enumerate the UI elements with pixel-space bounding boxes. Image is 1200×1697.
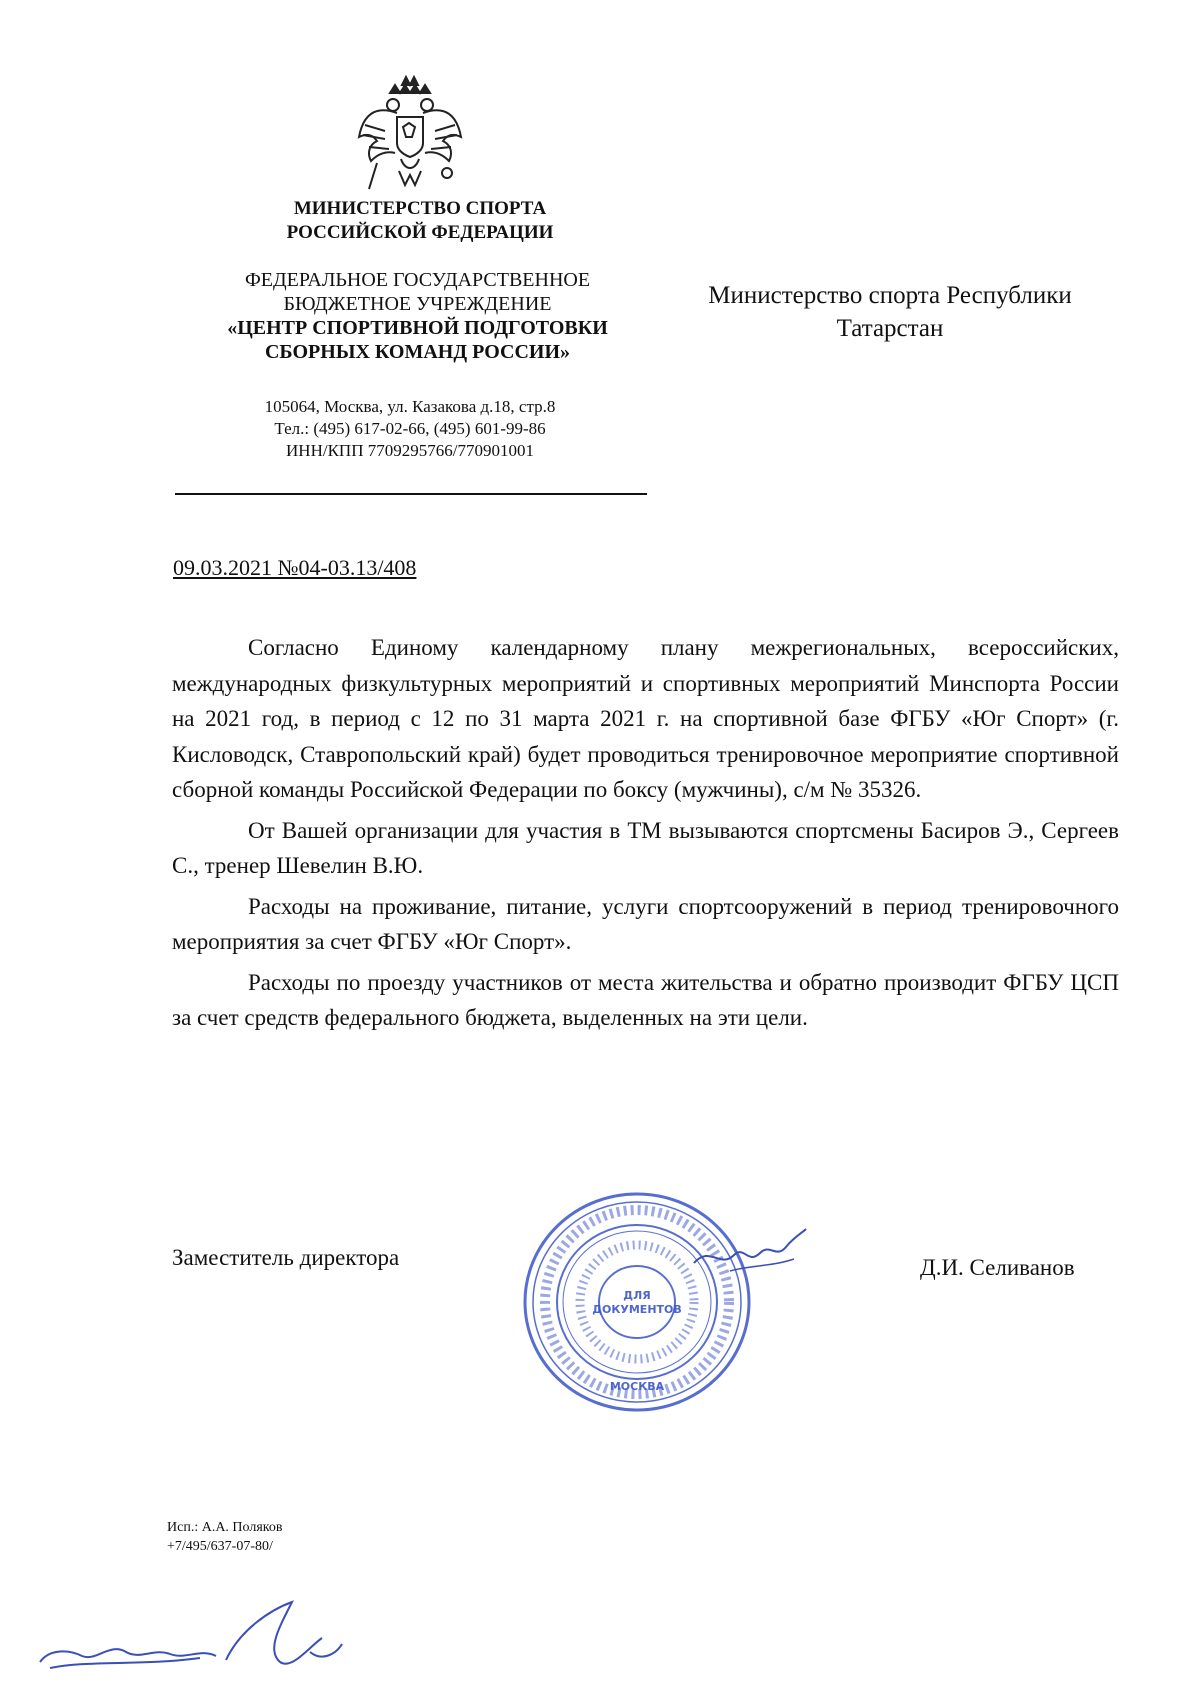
executor-name: Исп.: А.А. Поляков <box>167 1520 283 1535</box>
handwritten-initials <box>30 1590 350 1680</box>
organization-contacts <box>210 396 610 462</box>
executor-info <box>167 1518 282 1556</box>
paragraph: Расходы по проезду участников от места жительства и обратно производит ФГБУ ЦСП за счет средств федерального бюджета, выделенных на эти цели. <box>172 969 1119 1030</box>
coat-of-arms-icon <box>355 75 465 195</box>
paragraph: Согласно Единому календарному плану межрегиональных, всероссийских, международных физкультурных мероприятий и спортивных мероприятий Минспорта России на 2021 год, в период с 12 по 31 марта 2021 г. на спортивной базе ФГБУ «Юг Спорт» (г. Кисловодск, Ставропольский край) будет проводиться тренировочное мероприятие спортивной сборной команды Российской Федерации по боксу (мужчины), с/м № 35326. <box>172 635 1119 802</box>
organization-name <box>180 268 655 364</box>
inn-kpp: ИНН/КПП 7709295766/770901001 <box>286 441 534 460</box>
ministry-name <box>200 197 640 245</box>
seal-bottom-text: МОСКВА <box>609 1380 665 1393</box>
seal-center-text-1: ДЛЯ <box>623 1289 651 1302</box>
signatory-position: Заместитель директора <box>172 1245 400 1270</box>
ministry-line-1: МИНИСТЕРСТВО СПОРТА <box>293 198 547 219</box>
paragraph: От Вашей организации для участия в ТМ вызываются спортсмены Басиров Э., Сергеев С., тренер Шевелин В.Ю. <box>172 817 1119 878</box>
outgoing-number: 09.03.2021 №04-03.13/408 <box>173 555 417 580</box>
phone: Тел.: (495) 617-02-66, (495) 601-99-86 <box>274 419 546 438</box>
official-seal <box>520 1185 755 1420</box>
header-divider <box>175 493 647 495</box>
org-line-2: БЮДЖЕТНОЕ УЧРЕЖДЕНИЕ <box>283 293 552 315</box>
recipient-line-2: Татарстан <box>836 315 944 342</box>
org-line-1: ФЕДЕРАЛЬНОЕ ГОСУДАРСТВЕННОЕ <box>244 269 591 291</box>
handwritten-signature <box>690 1225 810 1280</box>
recipient <box>665 279 1115 345</box>
recipient-line-1: Министерство спорта Республики <box>708 282 1072 309</box>
org-line-3: «ЦЕНТР СПОРТИВНОЙ ПОДГОТОВКИ <box>227 317 608 339</box>
paragraph: Расходы на проживание, питание, услуги спортсооружений в период тренировочного мероприятия за счет ФГБУ «Юг Спорт». <box>172 893 1119 954</box>
org-line-4: СБОРНЫХ КОМАНД РОССИИ» <box>264 341 571 363</box>
signatory-name: Д.И. Селиванов <box>920 1255 1075 1280</box>
ministry-line-2: РОССИЙСКОЙ ФЕДЕРАЦИИ <box>286 222 554 243</box>
address: 105064, Москва, ул. Казакова д.18, стр.8 <box>264 397 556 416</box>
letter-body <box>172 630 1119 1036</box>
executor-phone: +7/495/637-07-80/ <box>167 1539 273 1554</box>
seal-center-text-2: ДОКУМЕНТОВ <box>592 1303 682 1316</box>
